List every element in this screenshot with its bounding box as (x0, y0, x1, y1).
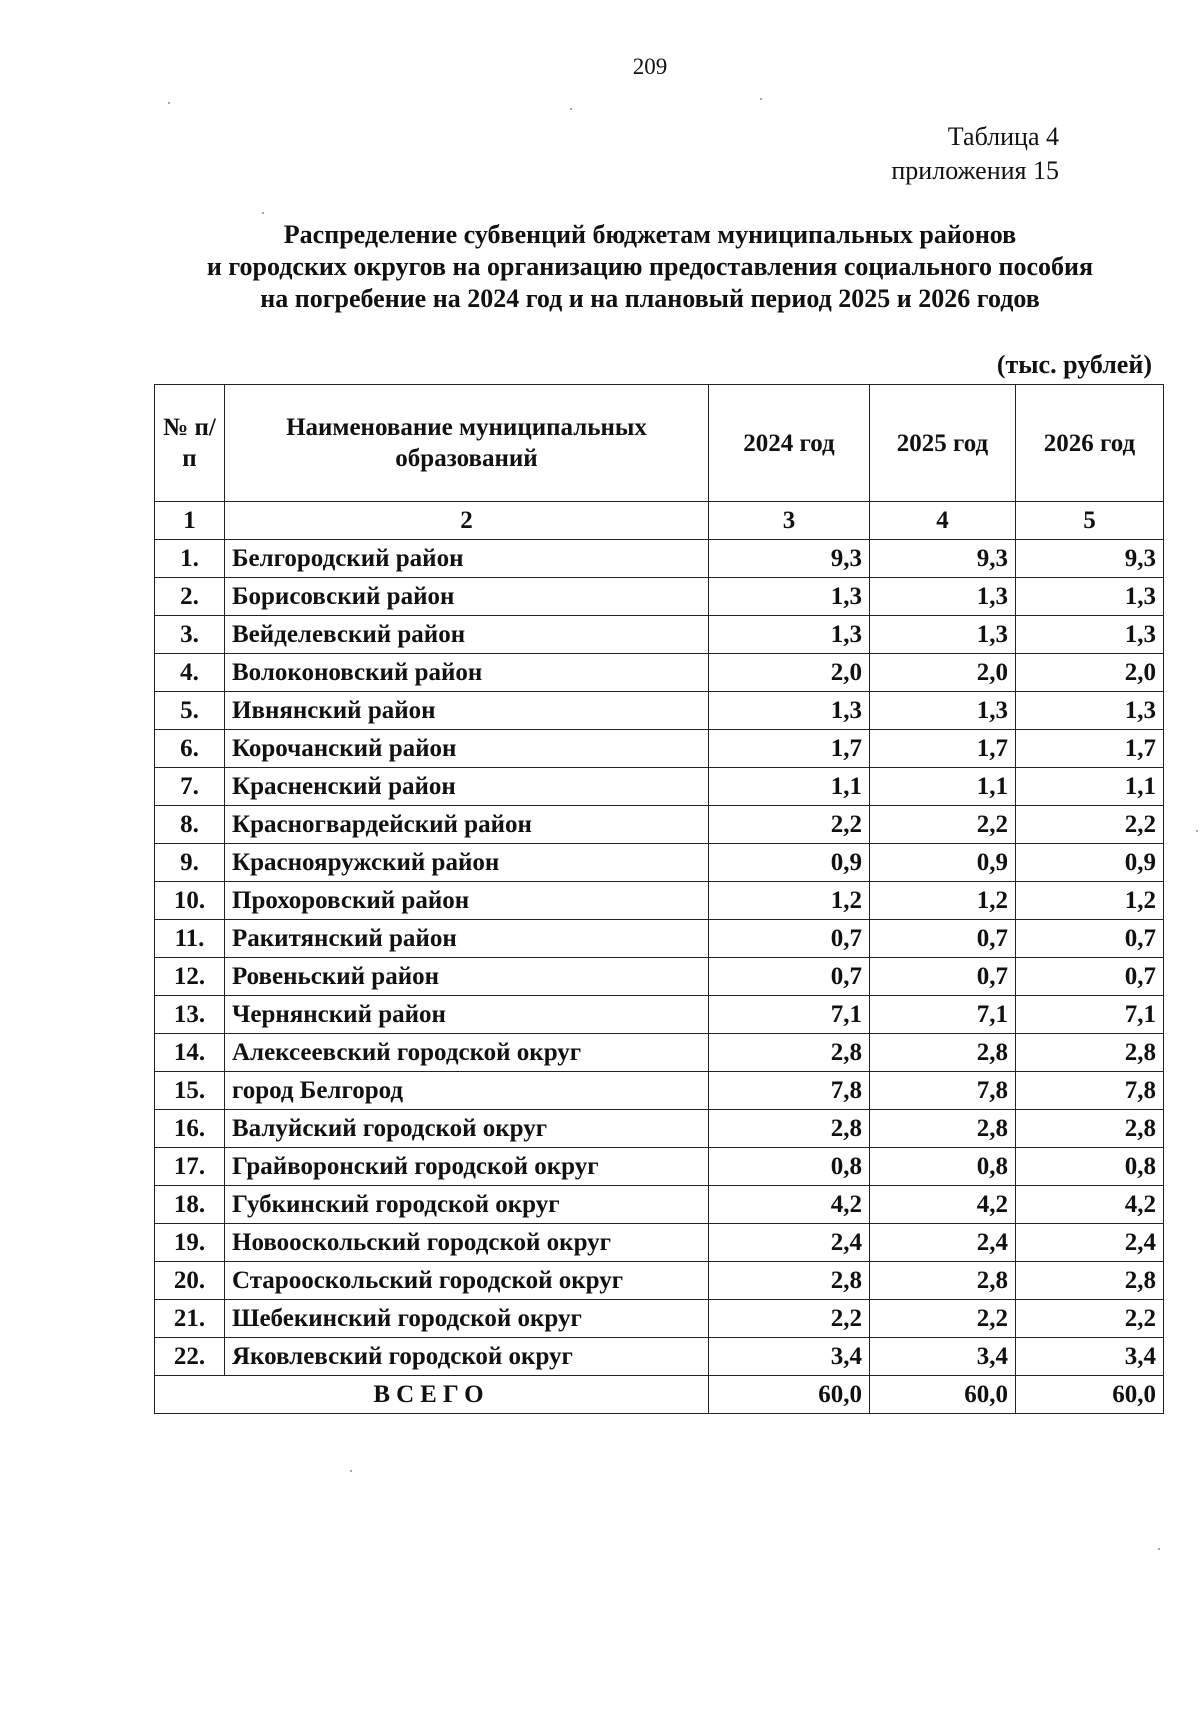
row-number: 1. (155, 540, 225, 578)
municipality-name: Шебекинский городской округ (225, 1300, 709, 1338)
municipality-name: Красногвардейский район (225, 806, 709, 844)
table-row (155, 1300, 1164, 1338)
table-row (155, 1262, 1164, 1300)
value-2026: 2,4 (1016, 1224, 1164, 1262)
column-number-row (155, 502, 1164, 540)
column-number: 3 (709, 502, 870, 540)
table-row (155, 654, 1164, 692)
header-no: № п/п (155, 385, 225, 502)
title-line-1: Распределение субвенций бюджетам муниципальных районов (283, 220, 1017, 249)
table-row (155, 1148, 1164, 1186)
municipality-name: Ракитянский район (225, 920, 709, 958)
total-2026: 60,0 (1016, 1376, 1164, 1414)
header-2025: 2025 год (870, 385, 1016, 502)
row-number: 3. (155, 616, 225, 654)
total-label: ВСЕГО (155, 1376, 709, 1414)
title-line-2: и городских округов на организацию предоставления социального пособия (206, 252, 1094, 281)
value-2025: 0,7 (870, 958, 1016, 996)
value-2026: 1,3 (1016, 578, 1164, 616)
row-number: 4. (155, 654, 225, 692)
value-2024: 7,1 (709, 996, 870, 1034)
municipality-name: город Белгород (225, 1072, 709, 1110)
row-number: 2. (155, 578, 225, 616)
table-row (155, 920, 1164, 958)
value-2025: 3,4 (870, 1338, 1016, 1376)
value-2025: 1,3 (870, 616, 1016, 654)
value-2024: 1,3 (709, 578, 870, 616)
value-2025: 7,8 (870, 1072, 1016, 1110)
table-row (155, 768, 1164, 806)
value-2026: 0,7 (1016, 920, 1164, 958)
row-number: 11. (155, 920, 225, 958)
value-2024: 1,2 (709, 882, 870, 920)
value-2026: 2,2 (1016, 1300, 1164, 1338)
column-number: 5 (1016, 502, 1164, 540)
municipality-name: Валуйский городской округ (225, 1110, 709, 1148)
value-2024: 1,1 (709, 768, 870, 806)
value-2025: 1,3 (870, 692, 1016, 730)
table-row (155, 1110, 1164, 1148)
row-number: 6. (155, 730, 225, 768)
value-2026: 4,2 (1016, 1186, 1164, 1224)
table-row (155, 730, 1164, 768)
table-row (155, 540, 1164, 578)
row-number: 12. (155, 958, 225, 996)
value-2026: 1,1 (1016, 768, 1164, 806)
value-2026: 1,3 (1016, 692, 1164, 730)
value-2024: 2,2 (709, 806, 870, 844)
table-row (155, 692, 1164, 730)
value-2025: 2,8 (870, 1110, 1016, 1148)
value-2024: 2,4 (709, 1224, 870, 1262)
value-2024: 1,3 (709, 616, 870, 654)
municipality-name: Алексеевский городской округ (225, 1034, 709, 1072)
row-number: 17. (155, 1148, 225, 1186)
value-2025: 1,1 (870, 768, 1016, 806)
subsidy-table (154, 384, 1164, 1414)
row-number: 7. (155, 768, 225, 806)
value-2026: 7,8 (1016, 1072, 1164, 1110)
table-row (155, 1072, 1164, 1110)
table-row (155, 1186, 1164, 1224)
value-2025: 9,3 (870, 540, 1016, 578)
table-caption (891, 120, 1059, 188)
value-2025: 1,2 (870, 882, 1016, 920)
municipality-name: Белгородский район (225, 540, 709, 578)
value-2025: 1,7 (870, 730, 1016, 768)
column-number: 2 (225, 502, 709, 540)
value-2026: 2,8 (1016, 1110, 1164, 1148)
value-2024: 4,2 (709, 1186, 870, 1224)
row-number: 21. (155, 1300, 225, 1338)
value-2026: 0,7 (1016, 958, 1164, 996)
units-label: (тыс. рублей) (996, 350, 1152, 379)
municipality-name: Старооскольский городской округ (225, 1262, 709, 1300)
municipality-name: Вейделевский район (225, 616, 709, 654)
column-number: 4 (870, 502, 1016, 540)
table-row (155, 806, 1164, 844)
value-2024: 2,2 (709, 1300, 870, 1338)
value-2025: 2,2 (870, 806, 1016, 844)
value-2024: 2,8 (709, 1262, 870, 1300)
table-row (155, 958, 1164, 996)
value-2025: 1,3 (870, 578, 1016, 616)
header-row (155, 385, 1164, 502)
row-number: 20. (155, 1262, 225, 1300)
value-2025: 4,2 (870, 1186, 1016, 1224)
value-2024: 0,9 (709, 844, 870, 882)
municipality-name: Грайворонский городской округ (225, 1148, 709, 1186)
value-2024: 0,8 (709, 1148, 870, 1186)
value-2026: 7,1 (1016, 996, 1164, 1034)
municipality-name: Корочанский район (225, 730, 709, 768)
value-2025: 2,8 (870, 1034, 1016, 1072)
table-row (155, 996, 1164, 1034)
value-2026: 1,7 (1016, 730, 1164, 768)
value-2024: 0,7 (709, 958, 870, 996)
municipality-name: Борисовский район (225, 578, 709, 616)
municipality-name: Губкинский городской округ (225, 1186, 709, 1224)
title-line-3: на погребение на 2024 год и на плановый период 2025 и 2026 годов (260, 284, 1040, 313)
row-number: 19. (155, 1224, 225, 1262)
row-number: 9. (155, 844, 225, 882)
value-2025: 2,2 (870, 1300, 1016, 1338)
row-number: 22. (155, 1338, 225, 1376)
value-2026: 2,8 (1016, 1262, 1164, 1300)
row-number: 8. (155, 806, 225, 844)
value-2026: 1,2 (1016, 882, 1164, 920)
municipality-name: Прохоровский район (225, 882, 709, 920)
table-row (155, 1034, 1164, 1072)
table-row (155, 844, 1164, 882)
value-2024: 1,7 (709, 730, 870, 768)
value-2025: 0,9 (870, 844, 1016, 882)
value-2026: 1,3 (1016, 616, 1164, 654)
municipality-name: Ивнянский район (225, 692, 709, 730)
row-number: 18. (155, 1186, 225, 1224)
value-2024: 2,8 (709, 1110, 870, 1148)
page-number: 209 (632, 54, 668, 79)
header-name: Наименование муниципальных образований (225, 385, 709, 502)
value-2026: 0,8 (1016, 1148, 1164, 1186)
municipality-name: Красненский район (225, 768, 709, 806)
document-title (120, 219, 1180, 315)
total-row (155, 1376, 1164, 1414)
total-2024: 60,0 (709, 1376, 870, 1414)
table-row (155, 616, 1164, 654)
table-row (155, 882, 1164, 920)
row-number: 15. (155, 1072, 225, 1110)
row-number: 14. (155, 1034, 225, 1072)
municipality-name: Ровеньский район (225, 958, 709, 996)
value-2025: 0,7 (870, 920, 1016, 958)
value-2024: 7,8 (709, 1072, 870, 1110)
table-row (155, 1338, 1164, 1376)
header-2024: 2024 год (709, 385, 870, 502)
municipality-name: Новооскольский городской округ (225, 1224, 709, 1262)
value-2026: 3,4 (1016, 1338, 1164, 1376)
value-2024: 3,4 (709, 1338, 870, 1376)
value-2025: 2,0 (870, 654, 1016, 692)
value-2024: 2,8 (709, 1034, 870, 1072)
row-number: 13. (155, 996, 225, 1034)
value-2024: 1,3 (709, 692, 870, 730)
row-number: 10. (155, 882, 225, 920)
column-number: 1 (155, 502, 225, 540)
municipality-name: Яковлевский городской округ (225, 1338, 709, 1376)
header-2026: 2026 год (1016, 385, 1164, 502)
table-row (155, 1224, 1164, 1262)
municipality-name: Чернянский район (225, 996, 709, 1034)
value-2025: 2,8 (870, 1262, 1016, 1300)
value-2024: 0,7 (709, 920, 870, 958)
value-2024: 9,3 (709, 540, 870, 578)
value-2026: 2,0 (1016, 654, 1164, 692)
municipality-name: Волоконовский район (225, 654, 709, 692)
value-2026: 2,2 (1016, 806, 1164, 844)
table-row (155, 578, 1164, 616)
value-2024: 2,0 (709, 654, 870, 692)
value-2025: 7,1 (870, 996, 1016, 1034)
row-number: 5. (155, 692, 225, 730)
value-2025: 2,4 (870, 1224, 1016, 1262)
total-2025: 60,0 (870, 1376, 1016, 1414)
row-number: 16. (155, 1110, 225, 1148)
caption-appendix: приложения 15 (891, 156, 1059, 185)
value-2025: 0,8 (870, 1148, 1016, 1186)
value-2026: 0,9 (1016, 844, 1164, 882)
municipality-name: Краснояружский район (225, 844, 709, 882)
value-2026: 9,3 (1016, 540, 1164, 578)
caption-table-number: Таблица 4 (947, 122, 1059, 151)
value-2026: 2,8 (1016, 1034, 1164, 1072)
